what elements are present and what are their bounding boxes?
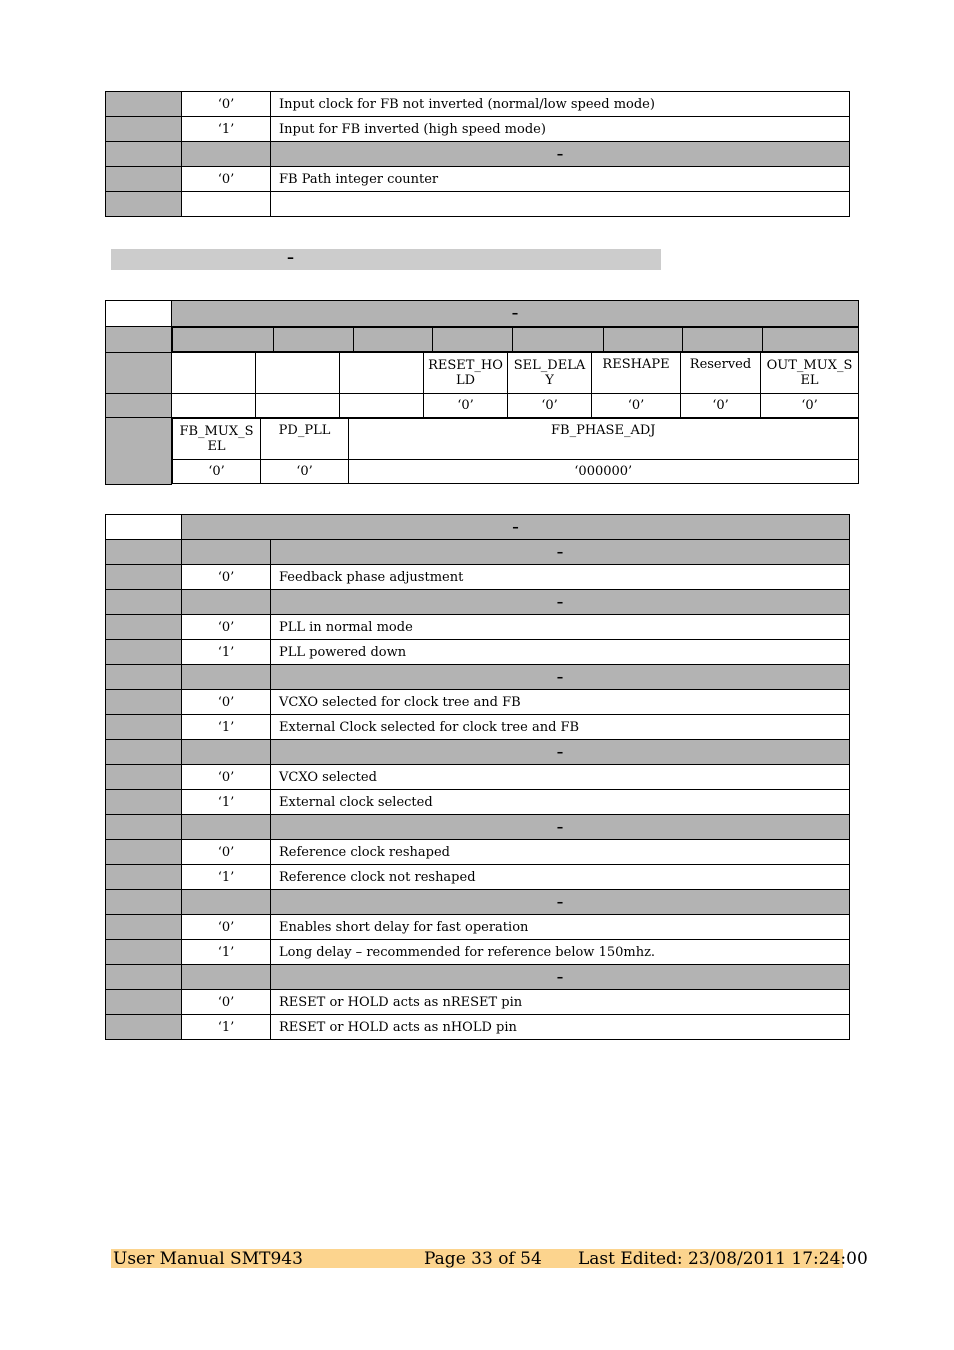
page-footer [111,1249,868,1269]
bit-number-row [106,327,859,353]
field-header-bits [182,965,271,990]
bit-cell [604,328,683,352]
table-row [106,840,850,865]
default-cell: ‘0’ [592,394,681,418]
row-label-cell [106,117,182,142]
field-header-bits [182,142,271,167]
field-header-bits [182,590,271,615]
bit-value: ‘0’ [182,167,271,192]
field-pd-pll: PD_PLL [261,419,349,460]
row-label-cell [106,815,182,840]
field-header-name: – [271,540,850,565]
row-label-cell [106,565,182,590]
bit-cell [513,328,604,352]
row-label-cell [106,1015,182,1040]
default-cell [340,394,424,418]
field-sel-delay: SEL_DELAY [508,353,592,394]
bit-value: ‘1’ [182,865,271,890]
register-corner-cell [106,301,172,327]
bit-value: ‘1’ [182,715,271,740]
table-row [106,167,850,192]
field-header-name: – [271,590,850,615]
bit-description: Reference clock not reshaped [271,865,850,890]
row-label-cell [106,192,182,217]
footer-page-number: Page 33 of 54 [424,1249,542,1269]
footer-manual-title: User Manual SMT943 [113,1249,303,1269]
row-label-cell [106,167,182,192]
row-label-cell [106,965,182,990]
table-row [106,940,850,965]
section-heading-dash: – [287,250,294,266]
bit-value: ‘0’ [182,565,271,590]
bit-description: Input clock for FB not inverted (normal/low speed mode) [271,92,850,117]
register-section-heading [111,249,661,270]
table-row [106,715,850,740]
default-cell: ‘000000’ [349,460,859,484]
bit-description: Input for FB inverted (high speed mode) [271,117,850,142]
register-field-row-lower [106,418,859,485]
field-header-row [106,142,850,167]
field-header-bits [182,665,271,690]
bit-value: ‘1’ [182,940,271,965]
table-row [106,640,850,665]
bit-value: ‘1’ [182,1015,271,1040]
field-cell [172,353,256,394]
table-row [106,1015,850,1040]
bit-cell [354,328,433,352]
field-header-name: – [271,142,850,167]
field-header-bits [182,815,271,840]
table-row [106,990,850,1015]
bit-value: ‘1’ [182,790,271,815]
bit-value: ‘0’ [182,615,271,640]
bit-value: ‘0’ [182,690,271,715]
field-header-bits [182,740,271,765]
row-label-cell [106,765,182,790]
row-label-cell [106,142,182,167]
bit-cell [173,328,274,352]
row-label-cell [106,640,182,665]
bit-description: RESET or HOLD acts as nRESET pin [271,990,850,1015]
row-label-cell [106,92,182,117]
field-out-mux-sel: OUT_MUX_SEL [761,353,859,394]
field-reshape: RESHAPE [592,353,681,394]
field-header-row [106,890,850,915]
bit-cell [683,328,763,352]
row-label-cell [106,990,182,1015]
field-header-row [106,665,850,690]
row-label-cell [106,915,182,940]
bit-value: ‘0’ [182,915,271,940]
bit-description-table-bottom [105,514,850,1040]
field-fb-mux-sel: FB_MUX_SEL [173,419,261,460]
default-cell: ‘0’ [508,394,592,418]
bit-description: External clock selected [271,790,850,815]
bit-description: VCXO selected for clock tree and FB [271,690,850,715]
register-map-table [105,300,859,485]
table-row [106,565,850,590]
bit-description: PLL powered down [271,640,850,665]
field-header-row [106,590,850,615]
table-title: – [182,515,850,540]
table-row [106,865,850,890]
table-row [106,915,850,940]
row-label-cell [106,740,182,765]
table-row [106,790,850,815]
field-header-name: – [271,665,850,690]
row-label-cell [106,540,182,565]
default-cell: ‘0’ [424,394,508,418]
bit-description: Reference clock reshaped [271,840,850,865]
default-cell: ‘0’ [173,460,261,484]
table-row [106,690,850,715]
field-header-bits [182,540,271,565]
row-label-cell [106,790,182,815]
default-cell [172,394,256,418]
bit-description: VCXO selected [271,765,850,790]
bit-cell [274,328,354,352]
bit-value: ‘0’ [182,990,271,1015]
footer-last-edited: Last Edited: 23/08/2011 17:24:00 [578,1249,868,1269]
bit-value: ‘1’ [182,640,271,665]
register-title: – [172,301,859,327]
row-label-cell [106,690,182,715]
default-cell: ‘0’ [761,394,859,418]
field-header-name: – [271,965,850,990]
row-label-cell [106,840,182,865]
table-row [106,117,850,142]
bit-value [182,192,271,217]
field-cell [340,353,424,394]
row-label-cell [106,890,182,915]
field-header-row [106,540,850,565]
row-label-cell [106,715,182,740]
bit-description: Enables short delay for fast operation [271,915,850,940]
field-header-row [106,815,850,840]
row-label-cell [106,665,182,690]
field-header-name: – [271,740,850,765]
table-corner-cell [106,515,182,540]
register-field-row-upper [106,353,859,394]
bit-description: External Clock selected for clock tree and FB [271,715,850,740]
row-label-cell [106,865,182,890]
table-row [106,192,850,217]
bit-description [271,192,850,217]
field-fb-phase-adj: FB_PHASE_ADJ [349,419,859,460]
bit-cell [763,328,859,352]
field-reset-hold: RESET_HOLD [424,353,508,394]
row-label-cell [106,940,182,965]
bit-value: ‘0’ [182,765,271,790]
table-row [106,765,850,790]
default-cell [256,394,340,418]
bit-description: Long delay – recommended for reference below 150mhz. [271,940,850,965]
default-cell: ‘0’ [681,394,761,418]
table-row [106,615,850,640]
bit-description-table-top [105,91,850,217]
bit-value: ‘0’ [182,92,271,117]
bit-description: PLL in normal mode [271,615,850,640]
register-default-row-upper [106,394,859,418]
table-row [106,92,850,117]
field-header-row [106,965,850,990]
field-cell [256,353,340,394]
bit-value: ‘0’ [182,840,271,865]
default-cell: ‘0’ [261,460,349,484]
bit-description: RESET or HOLD acts as nHOLD pin [271,1015,850,1040]
bit-value: ‘1’ [182,117,271,142]
field-header-row [106,740,850,765]
row-label-cell [106,615,182,640]
row-label-cell [106,590,182,615]
field-header-bits [182,890,271,915]
bit-cell [433,328,513,352]
field-header-name: – [271,815,850,840]
bit-description: FB Path integer counter [271,167,850,192]
bit-description: Feedback phase adjustment [271,565,850,590]
field-reserved: Reserved [681,353,761,394]
field-header-name: – [271,890,850,915]
